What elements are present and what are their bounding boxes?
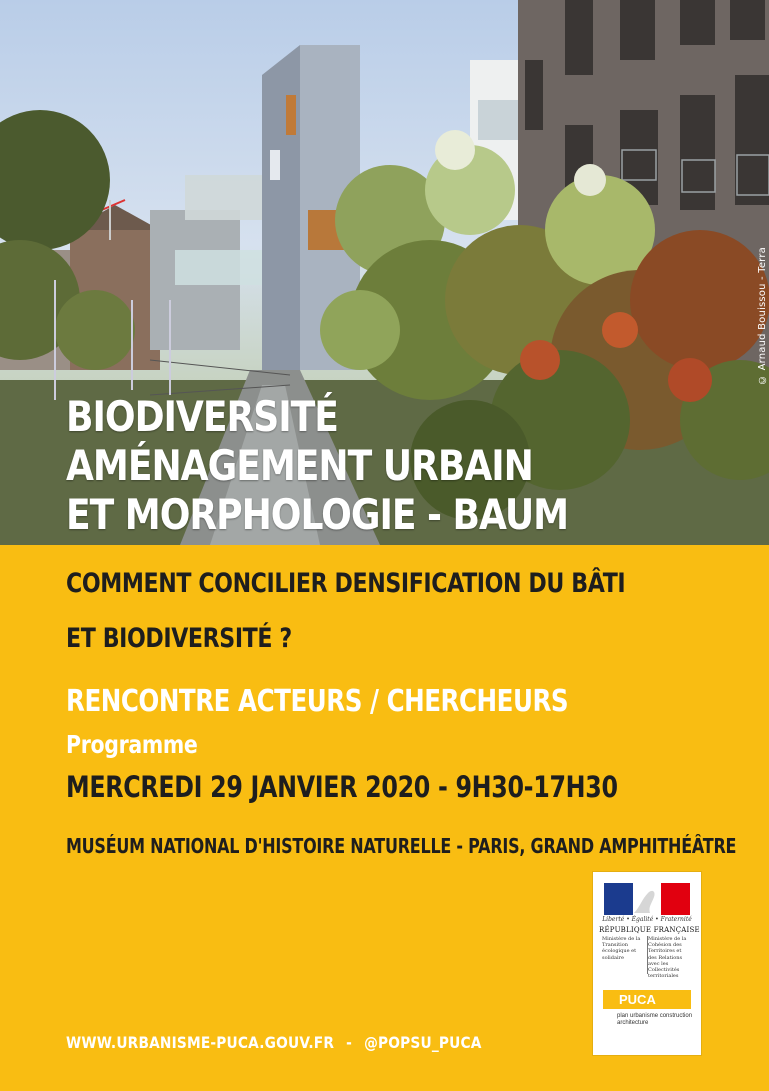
ministere-2-text: Ministère de la Cohésion des Territoires et des Relations avec les Collectivités territoriales bbox=[648, 936, 687, 980]
question-line-2: ET BIODIVERSITÉ ? bbox=[66, 623, 292, 654]
title-line-1: BIODIVERSITÉ bbox=[66, 392, 338, 441]
title-line-3: ET MORPHOLOGIE - BAUM bbox=[66, 490, 569, 539]
ministere-1-text: Ministère de la Transition écologique et solidaire bbox=[602, 936, 644, 961]
puca-subtitle: plan urbanisme construction architecture bbox=[617, 1013, 693, 1027]
title-line-2: AMÉNAGEMENT URBAIN bbox=[66, 441, 533, 490]
question-line-1: COMMENT CONCILIER DENSIFICATION DU BÂTI bbox=[66, 568, 626, 599]
puca-badge: PUCA bbox=[603, 990, 691, 1009]
footer-separator: - bbox=[346, 1033, 353, 1052]
event-location: MUSÉUM NATIONAL D'HISTOIRE NATURELLE - PARIS, GRAND AMPHITHÉÂTRE bbox=[66, 834, 737, 858]
website-link[interactable]: WWW.URBANISME-PUCA.GOUV.FR bbox=[66, 1033, 335, 1052]
footer bbox=[66, 1033, 482, 1052]
marianne-flag-icon bbox=[604, 883, 690, 915]
twitter-handle[interactable]: @POPSU_PUCA bbox=[364, 1033, 482, 1052]
main-title bbox=[66, 392, 568, 539]
programme-label: Programme bbox=[66, 730, 198, 759]
devise-text: Liberté • Égalité • Fraternité bbox=[602, 916, 692, 923]
photo-credit: © Arnaud Bouissou - Terra bbox=[757, 247, 768, 385]
event-kind: RENCONTRE ACTEURS / CHERCHEURS bbox=[66, 684, 569, 719]
republique-francaise-text: RÉPUBLIQUE FRANÇAISE bbox=[599, 926, 700, 934]
event-date: MERCREDI 29 JANVIER 2020 - 9H30-17H30 bbox=[66, 770, 618, 804]
republique-puca-logo bbox=[593, 872, 701, 1055]
